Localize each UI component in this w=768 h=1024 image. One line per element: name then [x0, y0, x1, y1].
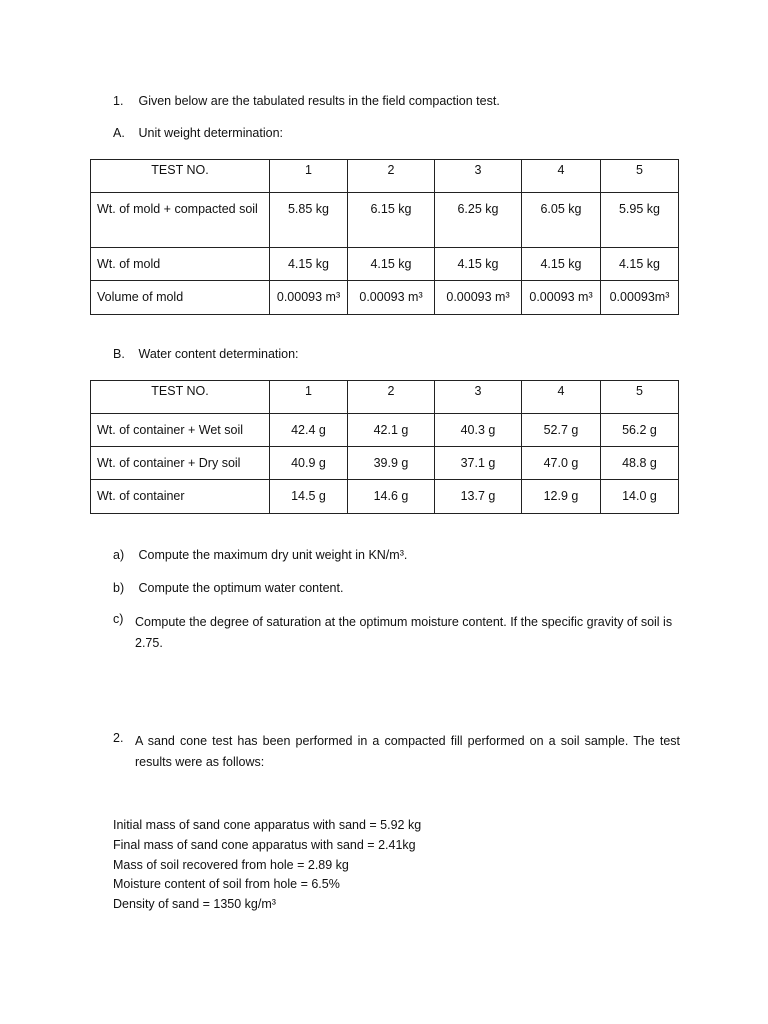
- header-cell: 5: [601, 381, 679, 414]
- table-cell: 4.15 kg: [457, 257, 499, 271]
- table-cell: 42.4 g: [291, 423, 326, 437]
- table-cell: 40.3 g: [460, 423, 496, 437]
- task-a-text: Compute the maximum dry unit weight in KN/m³.: [138, 548, 408, 562]
- table-cell: 42.1 g: [373, 423, 409, 437]
- table-cell: 5.95 kg: [618, 202, 660, 216]
- sand-cone-given-list: [113, 816, 421, 915]
- table-cell: 14.0 g: [622, 489, 657, 503]
- table-cell: 47.0 g: [543, 456, 579, 470]
- header-cell: 2: [348, 381, 435, 414]
- table-row: [91, 281, 679, 315]
- table-row: [91, 193, 679, 248]
- row-label: Wt. of container + Dry soil: [97, 456, 241, 470]
- header-cell: TEST NO.: [91, 381, 270, 414]
- table-cell: 12.9 g: [543, 489, 579, 503]
- q2-intro: A sand cone test has been performed in a compacted fill performed on a soil sample. The test results were as follows:: [135, 734, 680, 769]
- table-row: [91, 480, 679, 514]
- table-row: [91, 447, 679, 480]
- header-cell: TEST NO.: [91, 160, 270, 193]
- row-label: Wt. of mold: [97, 257, 161, 271]
- row-label: Wt. of container: [97, 489, 185, 503]
- task-b-text: Compute the optimum water content.: [138, 581, 344, 595]
- table-cell: 4.15 kg: [287, 257, 329, 271]
- row-label: Wt. of mold + compacted soil: [97, 202, 258, 216]
- q2-number: 2.: [113, 731, 124, 745]
- table-cell: 6.05 kg: [540, 202, 582, 216]
- list-item: Mass of soil recovered from hole = 2.89 kg: [113, 857, 349, 872]
- list-item: Density of sand = 1350 kg/m³: [113, 897, 276, 912]
- table-cell: 0.00093 m³: [446, 290, 510, 304]
- task-c-letter-wrap: [113, 612, 135, 626]
- table-cell: 4.15 kg: [540, 257, 582, 271]
- row-label: Wt. of container + Wet soil: [97, 423, 244, 437]
- part-b-title: Water content determination:: [138, 347, 299, 361]
- part-a-title: Unit weight determination:: [138, 126, 284, 140]
- task-b: [113, 581, 343, 595]
- task-a: [113, 548, 407, 562]
- task-c-letter: c): [113, 612, 124, 626]
- row-label: Volume of mold: [97, 290, 184, 304]
- table-cell: 0.00093 m³: [276, 290, 341, 304]
- table-cell: 4.15 kg: [370, 257, 412, 271]
- table-cell: 6.25 kg: [457, 202, 499, 216]
- header-cell: 3: [435, 160, 522, 193]
- task-c-text: Compute the degree of saturation at the optimum moisture content. If the specific gravity of soil is 2.75.: [135, 615, 673, 650]
- table-cell: 13.7 g: [460, 489, 496, 503]
- part-a-heading: [113, 126, 283, 140]
- header-cell: 1: [270, 160, 348, 193]
- header-cell: 4: [522, 381, 601, 414]
- list-item: Final mass of sand cone apparatus with sand = 2.41kg: [113, 837, 416, 852]
- header-cell: 3: [435, 381, 522, 414]
- q1-heading: [113, 94, 500, 108]
- table-cell: 14.5 g: [291, 489, 326, 503]
- list-item: Moisture content of soil from hole = 6.5%: [113, 877, 340, 892]
- header-cell: 1: [270, 381, 348, 414]
- table-cell: 14.6 g: [373, 489, 409, 503]
- task-a-letter: a): [113, 548, 125, 562]
- list-item: Initial mass of sand cone apparatus with sand = 5.92 kg: [113, 818, 422, 832]
- part-b-heading: [113, 347, 299, 361]
- part-b-letter: B.: [113, 347, 125, 361]
- table-cell: 5.85 kg: [287, 202, 329, 216]
- table-row: [91, 248, 679, 281]
- water-content-table: [90, 380, 679, 514]
- table-cell: 0.00093 m³: [359, 290, 423, 304]
- table-cell: 4.15 kg: [618, 257, 660, 271]
- q2-number-wrap: [113, 731, 135, 745]
- table-cell: 40.9 g: [291, 456, 326, 470]
- q1-intro: Given below are the tabulated results in the field compaction test.: [138, 94, 500, 108]
- header-cell: 5: [601, 160, 679, 193]
- table-cell: 52.7 g: [543, 423, 579, 437]
- header-cell: 2: [348, 160, 435, 193]
- table-cell: 39.9 g: [373, 456, 409, 470]
- header-cell: 4: [522, 160, 601, 193]
- table-header-row: [91, 160, 679, 193]
- table-cell: 56.2 g: [622, 423, 657, 437]
- table-cell: 37.1 g: [460, 456, 496, 470]
- table-cell: 6.15 kg: [370, 202, 412, 216]
- table-cell: 0.00093m³: [609, 290, 670, 304]
- q1-number: 1.: [113, 94, 124, 108]
- table-header-row: [91, 381, 679, 414]
- task-b-letter: b): [113, 581, 125, 595]
- unit-weight-table: [90, 159, 679, 315]
- table-row: [91, 414, 679, 447]
- table-cell: 48.8 g: [622, 456, 657, 470]
- part-a-letter: A.: [113, 126, 125, 140]
- table-cell: 0.00093 m³: [529, 290, 593, 304]
